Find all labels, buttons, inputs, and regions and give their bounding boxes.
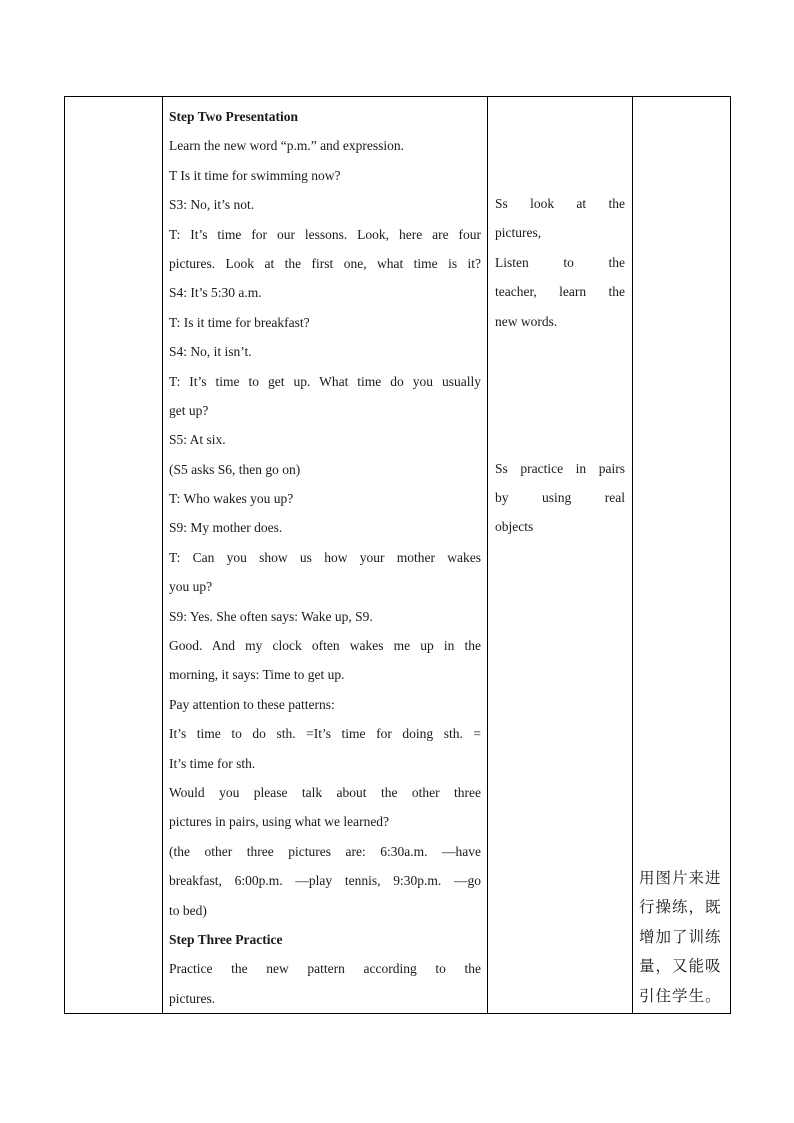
text-line: S3: No, it’s not.	[169, 197, 255, 213]
text-line: by using real	[495, 489, 625, 505]
table-row	[65, 97, 731, 1014]
text-line: pictures. Look at the first one, what time is it?	[169, 255, 481, 271]
spacer	[495, 336, 625, 454]
note-line: 用图片来进	[639, 869, 722, 887]
note-line: 量，又能吸	[639, 957, 722, 976]
text-line: T: Is it time for breakfast?	[169, 314, 310, 330]
text-line: T: It’s time to get up. What time do you usually	[169, 373, 481, 389]
teacher-activity-cell	[163, 97, 488, 1014]
text-line: to bed)	[169, 902, 207, 918]
text-line: pictures,	[495, 225, 542, 241]
text-line: S4: It’s 5:30 a.m.	[169, 285, 262, 301]
text-line: S4: No, it isn’t.	[169, 344, 252, 360]
text-line: S5: At six.	[169, 432, 226, 448]
text-line: objects	[495, 519, 534, 535]
text-line: S9: Yes. She often says: Wake up, S9.	[169, 608, 373, 624]
text-line: breakfast, 6:00p.m. —play tennis, 9:30p.m. —go	[169, 873, 481, 889]
text-line: you up?	[169, 579, 213, 595]
text-line: new words.	[495, 313, 558, 329]
text-line: Would you please talk about the other three	[169, 784, 481, 800]
text-line: It’s time for sth.	[169, 755, 256, 771]
step-two-heading: Step Two Presentation	[169, 109, 299, 124]
text-line: S9: My mother does.	[169, 520, 283, 536]
student-activity-cell	[488, 97, 633, 1014]
text-line: Good. And my clock often wakes me up in the	[169, 638, 481, 654]
text-line: Practice the new pattern according to the	[169, 961, 481, 977]
note-line: 引住学生。	[639, 986, 722, 1005]
text-line: It’s time to do sth. =It’s time for doing sth. =	[169, 726, 481, 742]
text-line: T: It’s time for our lessons. Look, here are four	[169, 226, 481, 242]
text-line: T Is it time for swimming now?	[169, 167, 341, 183]
note-line: 增加了训练	[639, 927, 722, 946]
text-line: Ss look at the	[495, 196, 625, 211]
text-line: morning, it says: Time to get up.	[169, 667, 345, 683]
text-line: (the other three pictures are: 6:30a.m. —have	[169, 843, 481, 859]
text-line: Listen to the	[495, 254, 625, 270]
step-three-heading: Step Three Practice	[169, 931, 283, 947]
text-line: Pay attention to these patterns:	[169, 696, 335, 712]
text-line: Learn the new word “p.m.” and expression.	[169, 138, 405, 154]
text-line: T: Who wakes you up?	[169, 491, 294, 507]
text-line: get up?	[169, 402, 209, 418]
design-note-cell	[633, 97, 731, 1014]
empty-stage-cell	[65, 97, 163, 1014]
text-line: teacher, learn the	[495, 284, 625, 300]
text-line: pictures in pairs, using what we learned?	[169, 814, 390, 830]
text-line: (S5 asks S6, then go on)	[169, 461, 301, 477]
text-line: Ss practice in pairs	[495, 460, 625, 476]
text-line: pictures.	[169, 990, 216, 1006]
lesson-plan-table	[64, 96, 731, 1014]
text-line: T: Can you show us how your mother wakes	[169, 549, 481, 565]
note-line: 行操练，既	[639, 898, 722, 917]
